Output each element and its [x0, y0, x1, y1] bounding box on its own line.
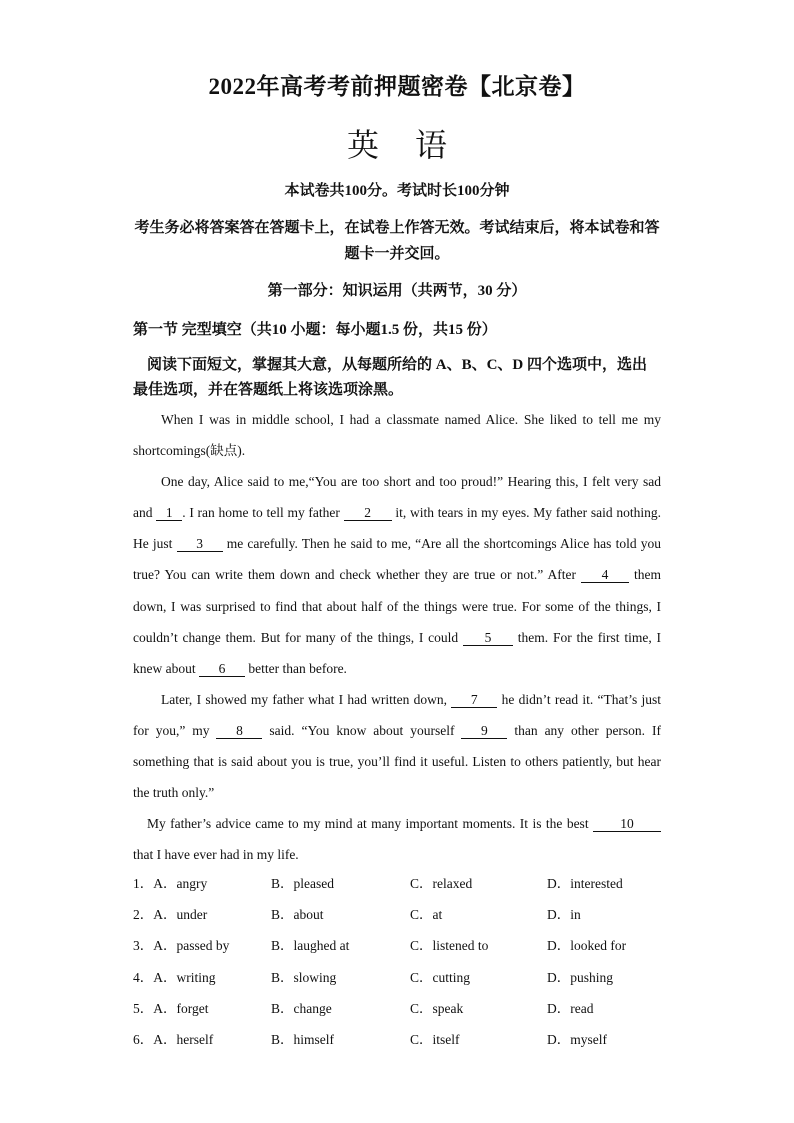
blank-5: 5	[463, 630, 513, 646]
option-b: B．pleased	[271, 876, 334, 891]
subject-heading	[0, 120, 794, 166]
passage-text: he didn’t read it. “That’s just for you,” my	[133, 691, 661, 738]
instructions: 阅读下面短文，掌握其大意，从每题所给的 A、B、C、D 四个选项中，选出最佳选项，并在答题纸上将该选项涂黑。	[133, 357, 648, 398]
option-d: D．pushing	[547, 969, 614, 985]
option-d: D．looked for	[547, 938, 627, 954]
passage-text: than any other person. If something that is said about you is true, you’ll find it useful. Listen to others patiently, but hear the truth only.”	[133, 722, 662, 801]
option-c: C．relaxed	[410, 876, 473, 891]
option-a: 3．A．passed by	[133, 938, 230, 954]
option-d: D．in	[547, 907, 581, 923]
option-c: C．cutting	[410, 969, 470, 985]
option-row-2	[133, 903, 693, 934]
option-b: B．change	[271, 1000, 332, 1016]
option-b: B．himself	[271, 1031, 334, 1047]
blank-10: 10	[593, 816, 661, 832]
option-row-6	[133, 1028, 693, 1059]
blank-4: 4	[581, 567, 629, 583]
passage-text: it, with tears in my eyes. My father said nothing. He just	[133, 505, 662, 552]
option-a: 1．A．angry	[133, 876, 208, 891]
cloze-passage	[133, 404, 661, 870]
passage-text: Later, I showed my father what I had written down,	[161, 691, 452, 707]
passage-text: . I ran home to tell my father	[182, 505, 344, 521]
blank-8: 8	[216, 723, 262, 739]
option-row-3	[133, 934, 693, 965]
part-title: 第一部分：知识运用（共两节，30 分）	[267, 283, 527, 299]
answer-options	[133, 872, 693, 1059]
passage-text: said. “You know about yourself	[262, 722, 462, 738]
option-c: C．listened to	[410, 938, 489, 954]
passage-text: When I was in middle school, I had a classmate named Alice. She liked to tell me my shortcomings(缺点).	[133, 412, 661, 459]
option-d: D．interested	[547, 876, 623, 891]
passage-paragraph	[133, 404, 661, 466]
option-d: D．read	[547, 1000, 594, 1016]
option-c: C．at	[410, 907, 443, 923]
passage-paragraph	[133, 466, 661, 684]
option-b: B．slowing	[271, 969, 337, 985]
passage-text: better than before.	[244, 660, 347, 676]
passage-paragraph	[133, 684, 661, 808]
passage-text: me carefully. Then he said to me, “Are all the shortcomings Alice has told you true? You can write them down and check whether they are true or not.” After	[133, 536, 662, 583]
section-title: 第一节 完型填空（共10 小题：每小题1.5 份，共15 份）	[133, 322, 497, 338]
passage-text: My father’s advice came to my mind at many important moments. It is the best	[147, 816, 593, 832]
option-a: 6．A．herself	[133, 1031, 214, 1047]
option-d: D．myself	[547, 1031, 607, 1047]
blank-1: 1	[156, 505, 182, 521]
option-a: 2．A．under	[133, 907, 208, 923]
option-row-4	[133, 966, 693, 997]
subject-char-1: 英	[346, 127, 379, 163]
blank-6: 6	[199, 661, 245, 677]
option-c: C．itself	[410, 1031, 460, 1047]
subject-char-2: 语	[415, 127, 448, 163]
blank-9: 9	[461, 723, 507, 739]
option-c: C．speak	[410, 1000, 464, 1016]
option-a: 4．A．writing	[133, 969, 216, 985]
exam-notice: 考生务必将答案答在答题卡上，在试卷上作答无效。考试结束后，将本试卷和答题卡一并交回。	[134, 220, 660, 262]
passage-text: them down, I was surprised to find that about half of the things were true. For some of the things, I couldn’t change them. But for many of the things, I could	[133, 567, 661, 645]
blank-2: 2	[344, 505, 392, 521]
exam-info: 本试卷共100分。考试时长100分钟	[284, 183, 510, 199]
passage-text: One day, Alice said to me,“You are too short and too proud!” Hearing this, I felt very sad and	[133, 474, 661, 521]
option-row-1	[133, 872, 693, 903]
passage-text: that I have ever had in my life.	[133, 847, 299, 863]
passage-text: them. For the first time, I knew about	[133, 629, 662, 676]
option-row-5	[133, 997, 693, 1028]
option-b: B．about	[271, 907, 324, 923]
blank-3: 3	[177, 536, 223, 552]
option-a: 5．A．forget	[133, 1000, 209, 1016]
exam-title: 2022年高考考前押题密卷【北京卷】	[208, 74, 586, 99]
blank-7: 7	[451, 692, 497, 708]
passage-paragraph	[133, 808, 661, 870]
option-b: B．laughed at	[271, 938, 350, 954]
